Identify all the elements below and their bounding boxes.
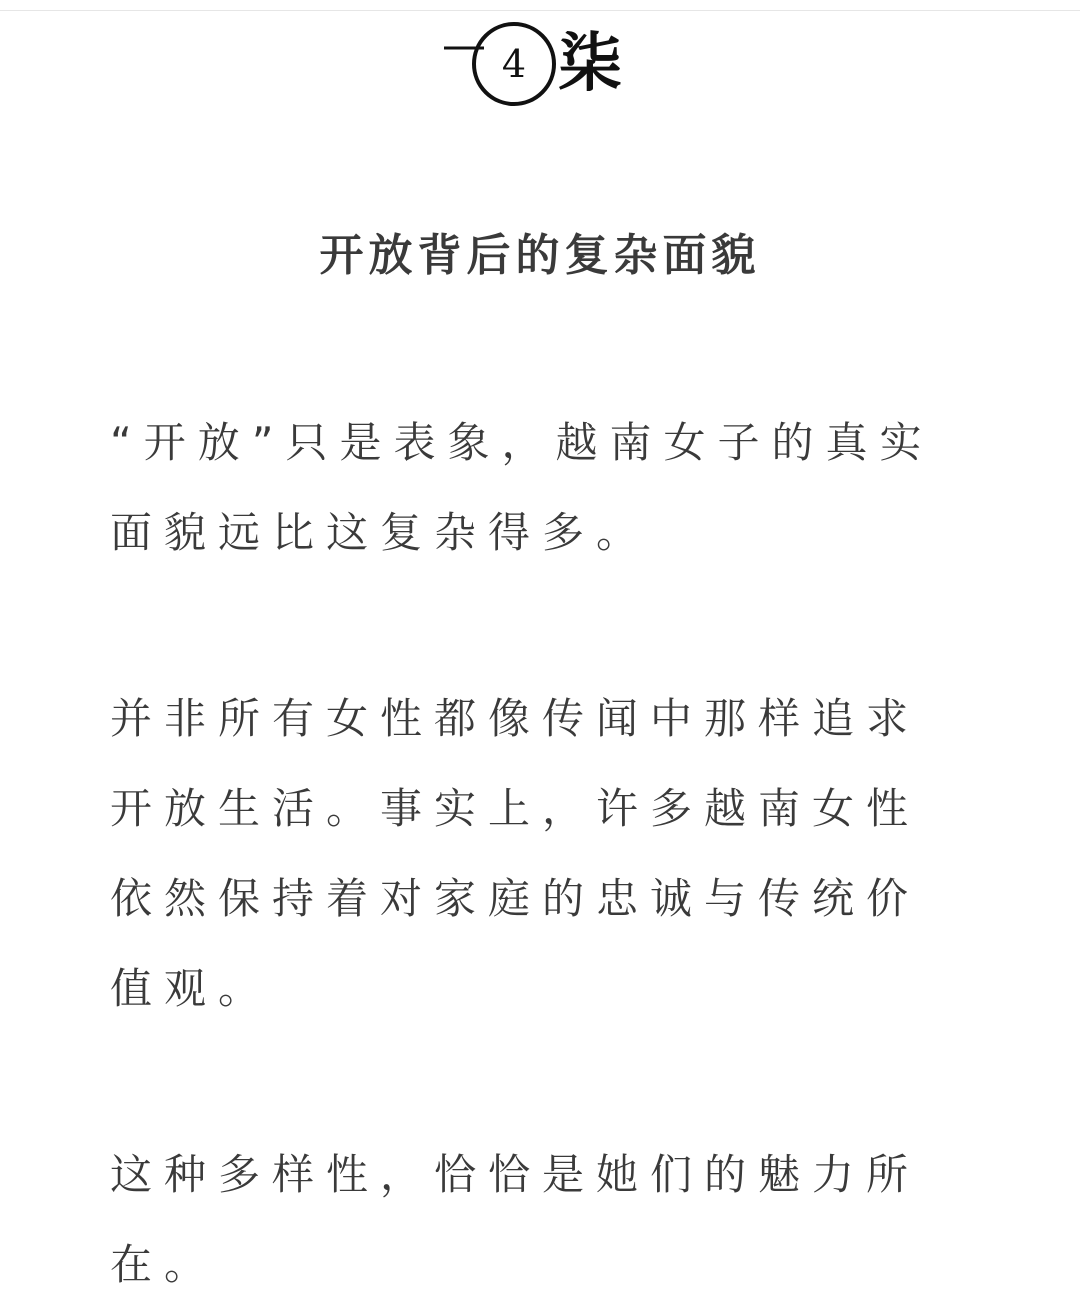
section-number-mark <box>440 10 640 110</box>
paragraph-3: 这种多样性，恰恰是她们的魅力所在。 <box>110 1150 921 1289</box>
section-number-word: 柒 <box>558 26 622 101</box>
section-number: 4 <box>501 42 527 86</box>
section-heading: 开放背后的复杂面貌 <box>319 230 761 281</box>
paragraph-2: 并非所有女性都像传闻中那样追求开放生活。事实上，许多越南女性依然保持着对家庭的忠诚与传统价值观。 <box>110 694 921 1013</box>
paragraph-1: “开放”只是表象，越南女子的真实面貌远比这复杂得多。 <box>110 418 934 557</box>
